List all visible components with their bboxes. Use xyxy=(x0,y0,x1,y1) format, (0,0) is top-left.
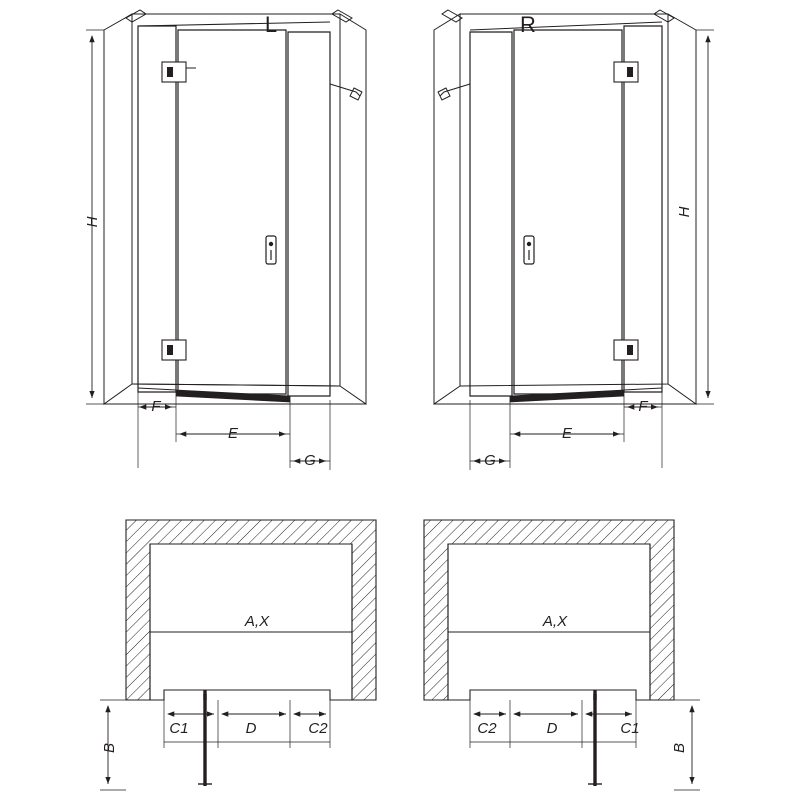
plan-dimension-label-C1-right: C1 xyxy=(620,720,640,737)
plan-right xyxy=(424,520,700,790)
plan-left xyxy=(100,520,376,790)
dimension-label-H-right: H xyxy=(676,206,693,218)
wall-bracket-right-top xyxy=(438,84,470,100)
plan-label-AX-left: A,X xyxy=(244,613,270,630)
elevation-left xyxy=(86,10,366,470)
dimension-label-G-right: G xyxy=(484,452,496,469)
dimension-label-E-left: E xyxy=(227,425,239,442)
plan-dimension-label-D-left: D xyxy=(245,720,257,737)
dimension-label-E-right: E xyxy=(561,425,573,442)
plan-label-AX-right: A,X xyxy=(542,613,568,630)
dimension-label-G-left: G xyxy=(304,452,316,469)
plan-dimension-label-D-right: D xyxy=(546,720,558,737)
dimension-label-H-left: H xyxy=(84,216,101,228)
plan-dimension-label-B-left: B xyxy=(101,742,118,754)
dimension-H-right xyxy=(696,30,714,404)
plan-dimension-label-C2-right: C2 xyxy=(477,720,497,737)
plan-dimension-label-C1-left: C1 xyxy=(169,720,189,737)
wall-bracket-left-top xyxy=(330,84,362,100)
hinge-upper-right xyxy=(614,62,638,82)
plan-dimension-label-B-right: B xyxy=(671,742,688,754)
hinge-upper-left xyxy=(162,62,196,82)
variant-label-L: L xyxy=(264,12,278,37)
variant-label-R: R xyxy=(520,12,536,37)
dimension-label-F-left: F xyxy=(151,398,161,415)
hinge-lower-left xyxy=(162,340,186,360)
plan-dimension-label-C2-left: C2 xyxy=(308,720,328,737)
elevation-right xyxy=(434,10,714,470)
hinge-lower-right xyxy=(614,340,638,360)
door-handle-right xyxy=(524,236,534,264)
dimension-label-F-right: F xyxy=(638,398,648,415)
door-handle-left xyxy=(266,236,276,264)
